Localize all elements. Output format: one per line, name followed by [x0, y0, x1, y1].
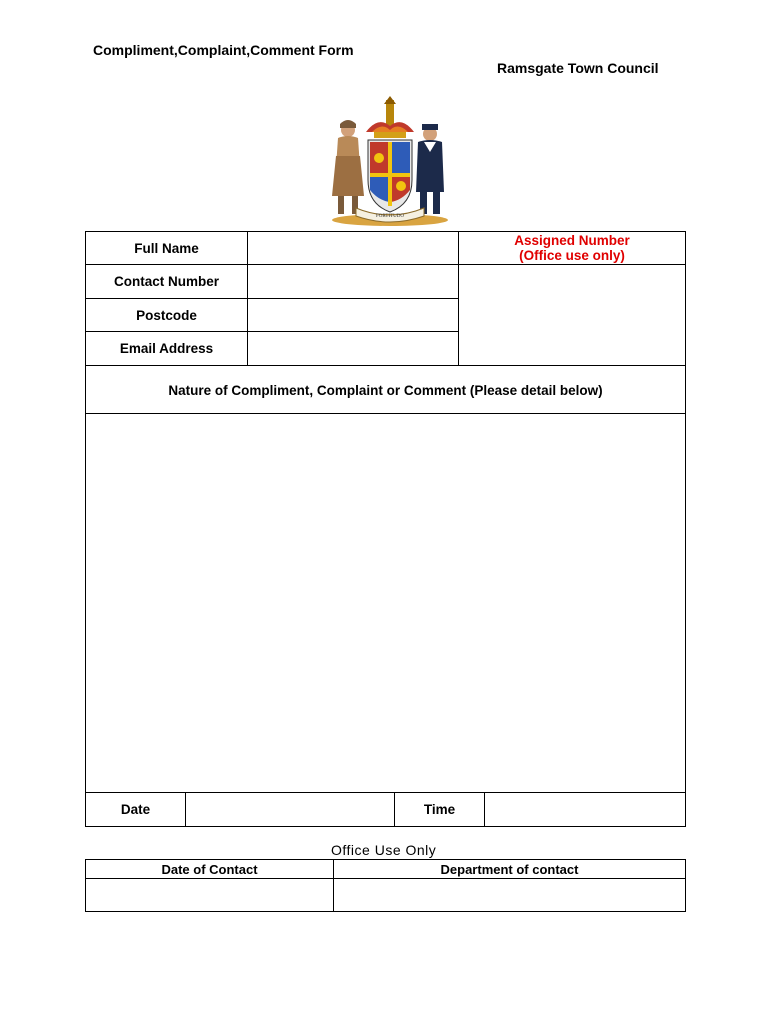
detail-textarea[interactable]: [85, 413, 686, 794]
coat-of-arms-icon: [326, 96, 454, 228]
time-label: Time: [394, 792, 485, 827]
assigned-number-field[interactable]: [458, 264, 686, 366]
date-input[interactable]: [185, 792, 395, 827]
motto-text: FORTITUDO: [375, 214, 405, 219]
contact-number-label: Contact Number: [85, 264, 248, 299]
assigned-number-note: (Office use only): [519, 248, 625, 263]
email-address-label: Email Address: [85, 331, 248, 366]
form-title: Compliment,Complaint,Comment Form: [93, 42, 354, 58]
email-address-input[interactable]: [247, 331, 459, 366]
time-input[interactable]: [484, 792, 686, 827]
right-supporter-figure: [416, 124, 444, 214]
postcode-input[interactable]: [247, 298, 459, 332]
assigned-number-header: [458, 231, 686, 265]
assigned-number-label: Assigned Number: [514, 233, 630, 248]
date-of-contact-input[interactable]: [85, 878, 334, 912]
crest-top: [366, 96, 414, 138]
left-supporter-figure: [332, 120, 364, 214]
contact-number-input[interactable]: [247, 264, 459, 299]
department-of-contact-label: Department of contact: [333, 859, 686, 879]
date-label: Date: [85, 792, 186, 827]
council-name: Ramsgate Town Council: [497, 60, 659, 76]
department-of-contact-input[interactable]: [333, 878, 686, 912]
full-name-input[interactable]: [247, 231, 459, 265]
shield: [368, 140, 412, 212]
postcode-label: Postcode: [85, 298, 248, 332]
office-use-caption: Office Use Only: [331, 842, 437, 858]
nature-heading: Nature of Compliment, Complaint or Comment (Please detail below): [85, 365, 686, 415]
full-name-label: Full Name: [85, 231, 248, 265]
date-of-contact-label: Date of Contact: [85, 859, 334, 879]
